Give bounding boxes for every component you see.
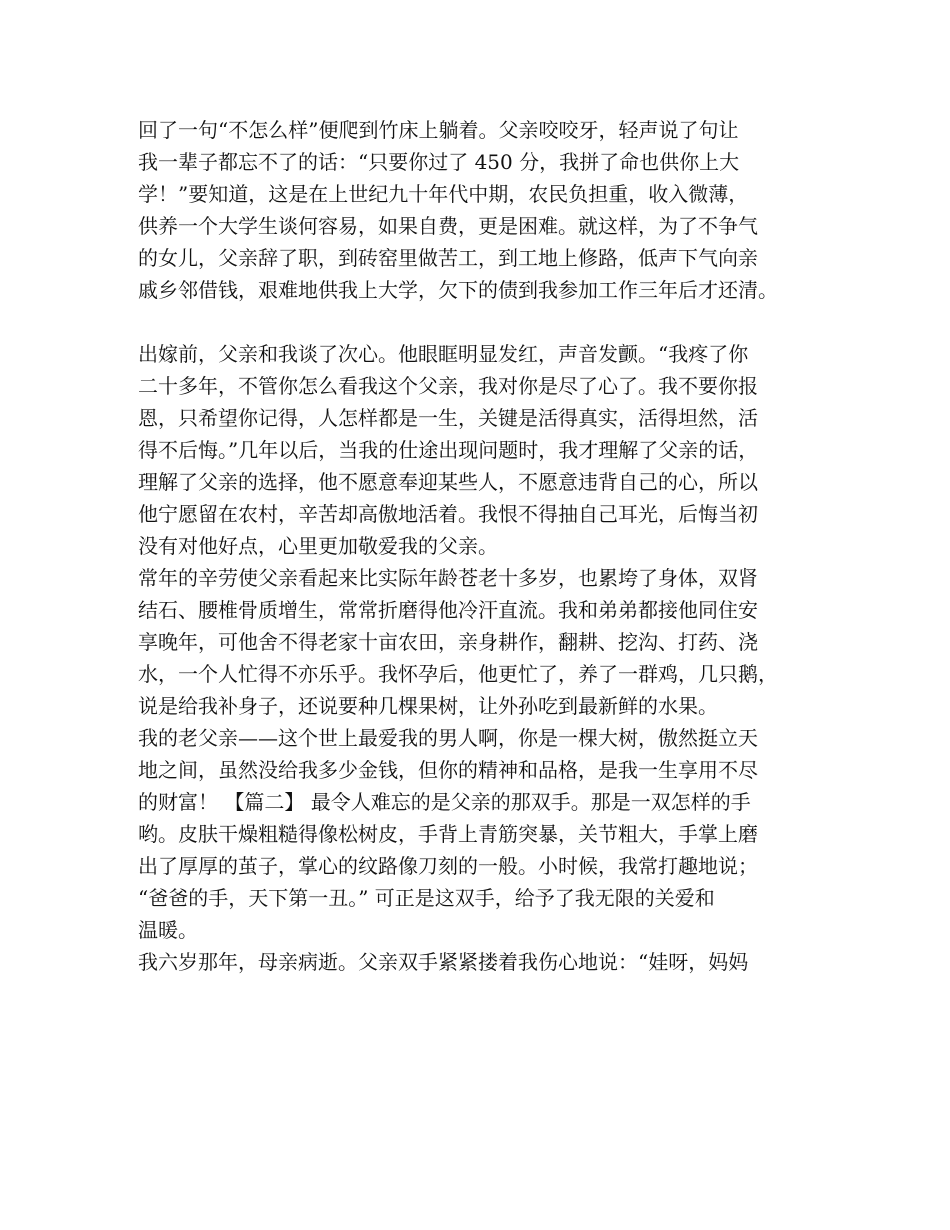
text-line: 哟。皮肤干燥粗糙得像松树皮，手背上青筋突暴，关节粗大，手掌上磨 (138, 822, 758, 846)
text-line: 我的老父亲——这个世上最爱我的男人啊，你是一棵大树，傲然挺立天 (138, 726, 758, 750)
text-line: 学！”要知道，这是在上世纪九十年代中期，农民负担重，收入微薄， (138, 182, 749, 206)
text-line: 理解了父亲的选择，他不愿意奉迎某些人，不愿意违背自己的心，所以 (138, 470, 758, 494)
text-line: 二十多年，不管你怎么看我这个父亲，我对你是尽了心了。我不要你报 (138, 374, 758, 398)
text-line: 没有对他好点，心里更加敬爱我的父亲。 (138, 534, 498, 558)
text-line: 出嫁前，父亲和我谈了次心。他眼眶明显发红，声音发颤。“我疼了你 (138, 342, 749, 366)
text-line: 我六岁那年，母亲病逝。父亲双手紧紧搂着我伤心地说：“娃呀，妈妈 (138, 950, 749, 974)
text-line: 回了一句“不怎么样”便爬到竹床上躺着。父亲咬咬牙，轻声说了句让 (138, 118, 739, 142)
text-line: 戚乡邻借钱，艰难地供我上大学，欠下的债到我参加工作三年后才还清。 (138, 278, 778, 302)
text-line: 结石、腰椎骨质增生，常常折磨得他冷汗直流。我和弟弟都接他同住安 (138, 598, 758, 622)
text-line: 他宁愿留在农村，辛苦却高傲地活着。我恨不得抽自己耳光，后悔当初 (138, 502, 758, 526)
text-line: “爸爸的手，天下第一丑。” 可正是这双手，给予了我无限的关爱和 (138, 886, 715, 910)
text-line: 水，一个人忙得不亦乐乎。我怀孕后，他更忙了，养了一群鸡，几只鹅， (138, 662, 778, 686)
text-line: 得不后悔。”几年以后，当我的仕途出现问题时，我才理解了父亲的话， (138, 438, 759, 462)
text-line: 出了厚厚的茧子，掌心的纹路像刀刻的一般。小时候，我常打趣地说； (138, 854, 758, 878)
paragraph-block-2 (138, 338, 828, 978)
text-line: 地之间，虽然没给我多少金钱，但你的精神和品格，是我一生享用不尽 (138, 758, 758, 782)
document-page (138, 114, 828, 978)
text-line: 的女儿，父亲辞了职，到砖窑里做苦工，到工地上修路，低声下气向亲 (138, 246, 758, 270)
paragraph-gap (138, 306, 828, 338)
text-line: 温暖。 (138, 918, 198, 942)
text-line: 的财富！ 【篇二】 最令人难忘的是父亲的那双手。那是一双怎样的手 (138, 790, 751, 814)
text-line: 供养一个大学生谈何容易，如果自费，更是困难。就这样，为了不争气 (138, 214, 758, 238)
text-line: 说是给我补身子，还说要种几棵果树，让外孙吃到最新鲜的水果。 (138, 694, 718, 718)
text-line: 享晚年，可他舍不得老家十亩农田，亲身耕作，翻耕、挖沟、打药、浇 (138, 630, 758, 654)
text-line: 恩，只希望你记得，人怎样都是一生，关键是活得真实，活得坦然，活 (138, 406, 758, 430)
text-line: 我一辈子都忘不了的话：“只要你过了 450 分，我拼了命也供你上大 (138, 150, 740, 174)
paragraph-block-1 (138, 114, 828, 306)
text-line: 常年的辛劳使父亲看起来比实际年龄苍老十多岁，也累垮了身体，双肾 (138, 566, 758, 590)
